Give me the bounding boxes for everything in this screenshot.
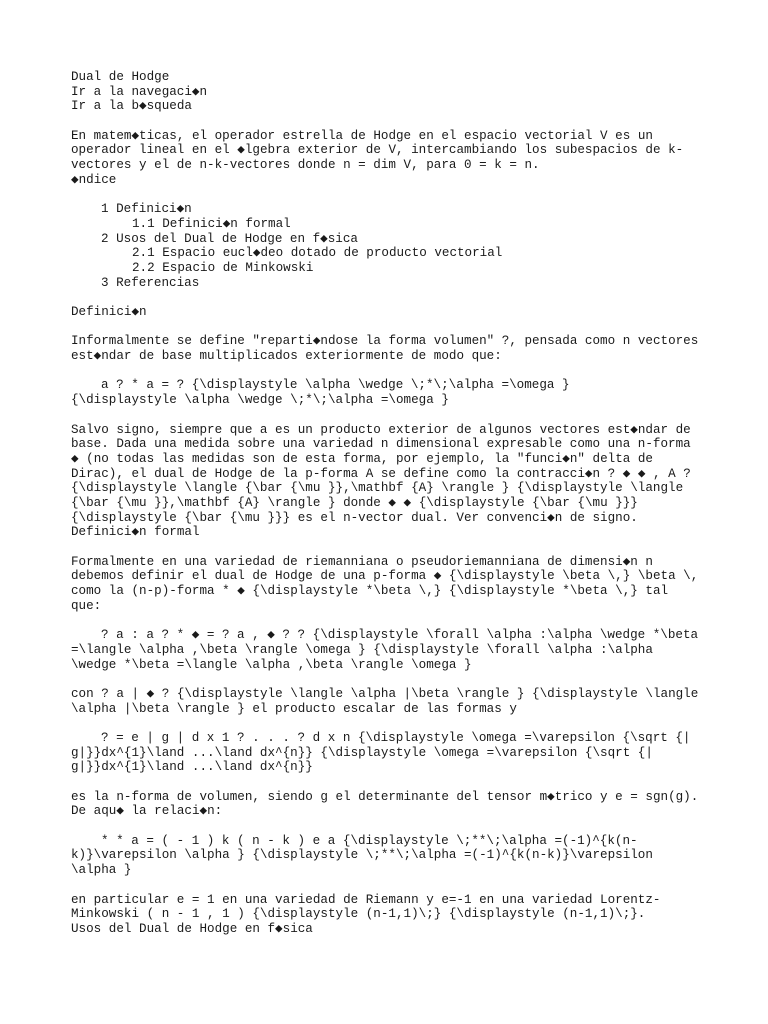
text-line: {\bar {\mu }},\mathbf {A} \rangle } donde ◆ ◆ {\displaystyle {\bar {\mu }}} [71, 495, 638, 510]
text-line: Definici◆n formal [71, 525, 200, 540]
blank-line [71, 878, 711, 893]
text-line: base. Dada una medida sobre una variedad n dimensional expresable como una n-forma [71, 437, 691, 452]
text-line: Dual de Hodge [71, 70, 170, 84]
blank-line [71, 364, 711, 379]
text-line: ? = e | g | d x 1 ? . . . ? d x n {\displaystyle \omega =\varepsilon {\sqrt {| [101, 730, 691, 745]
text-line: debemos definir el dual de Hodge de una p-forma ◆ {\displaystyle \beta \,} \beta \, [71, 569, 699, 584]
document-body [71, 70, 711, 937]
text-line: 3 Referencias [101, 275, 200, 290]
text-line: De aqu◆ la relaci◆n: [71, 804, 223, 819]
blank-line [71, 716, 711, 731]
text-line: * * a = ( - 1 ) k ( n - k ) e a {\displaystyle \;**\;\alpha =(-1)^{k(n- [101, 833, 638, 848]
blank-line [71, 320, 711, 335]
text-line: operador lineal en el ◆lgebra exterior de V, intercambiando los subespacios de k- [71, 143, 684, 158]
text-line: ◆ (no todas las medidas son de esta forma, por ejemplo, la "funci◆n" delta de [71, 451, 653, 466]
text-line: =\langle \alpha ,\beta \rangle \omega } {\displaystyle \forall \alpha :\alpha [71, 642, 653, 657]
text-line: que: [71, 598, 102, 613]
text-line: ◆ndice [71, 172, 117, 187]
text-line: vectores y el de n-k-vectores donde n = dim V, para 0 = k = n. [71, 158, 540, 173]
text-line: est◆ndar de base multiplicados exteriormente de modo que: [71, 349, 502, 364]
text-line: Definici◆n [71, 305, 147, 319]
text-line: Ir a la b◆squeda [71, 99, 192, 114]
text-line: Usos del Dual de Hodge en f◆sica [71, 921, 313, 936]
text-line: con ? a | ◆ ? {\displaystyle \langle \alpha |\beta \rangle } {\displaystyle \langle [71, 686, 699, 701]
text-line: Ir a la navegaci◆n [71, 84, 208, 99]
text-line: \alpha |\beta \rangle } el producto escalar de las formas y [71, 701, 517, 716]
blank-line [71, 290, 711, 305]
text-line: {\displaystyle \alpha \wedge \;*\;\alpha =\omega } [71, 393, 449, 408]
text-line: {\displaystyle {\bar {\mu }}} es el n-vector dual. Ver convenci◆n de signo. [71, 510, 638, 525]
text-line: como la (n-p)-forma * ◆ {\displaystyle *\beta \,} {\displaystyle *\beta \,} tal [71, 584, 669, 599]
blank-line [71, 188, 711, 203]
blank-line [71, 672, 711, 687]
text-line: {\displaystyle \langle {\bar {\mu }},\mathbf {A} \rangle } {\displaystyle \langle [71, 481, 684, 496]
blank-line [71, 408, 711, 423]
text-line: es la n-forma de volumen, siendo g el determinante del tensor m◆trico y e = sgn(g). [71, 789, 699, 804]
blank-line [71, 819, 711, 834]
text-line: g|}}dx^{1}\land ...\land dx^{n}} [71, 760, 313, 775]
blank-line [71, 775, 711, 790]
text-line: a ? * a = ? {\displaystyle \alpha \wedge \;*\;\alpha =\omega } [101, 378, 570, 393]
text-line: 2 Usos del Dual de Hodge en f◆sica [101, 231, 358, 246]
blank-line [71, 540, 711, 555]
text-line: 2.1 Espacio eucl◆deo dotado de producto vectorial [132, 246, 503, 261]
text-line: Informalmente se define "reparti◆ndose la forma volumen" ?, pensada como n vectores [71, 334, 699, 349]
text-line: g|}}dx^{1}\land ...\land dx^{n}} {\displaystyle \omega =\varepsilon {\sqrt {| [71, 745, 653, 760]
text-line: \wedge *\beta =\langle \alpha ,\beta \rangle \omega } [71, 657, 472, 672]
text-line: Salvo signo, siempre que a es un producto exterior de algunos vectores est◆ndar de [71, 422, 691, 437]
text-line: 1 Definici◆n [101, 202, 192, 217]
blank-line [71, 613, 711, 628]
text-line: Minkowski ( n - 1 , 1 ) {\displaystyle (n-1,1)\;} {\displaystyle (n-1,1)\;}. [71, 907, 646, 922]
text-line: Formalmente en una variedad de riemanniana o pseudoriemanniana de dimensi◆n n [71, 554, 653, 569]
text-line: ? a : a ? * ◆ = ? a , ◆ ? ? {\displaystyle \forall \alpha :\alpha \wedge *\beta [101, 628, 699, 643]
blank-line [71, 114, 711, 129]
text-line: en particular e = 1 en una variedad de Riemann y e=-1 en una variedad Lorentz- [71, 892, 661, 907]
text-line: Dirac), el dual de Hodge de la p-forma A se define como la contracci◆n ? ◆ ◆ , A ? [71, 466, 691, 481]
text-line: 1.1 Definici◆n formal [132, 216, 291, 231]
text-line: En matem◆ticas, el operador estrella de Hodge en el espacio vectorial V es un [71, 128, 653, 143]
text-line: 2.2 Espacio de Minkowski [132, 260, 314, 275]
text-line: k)}\varepsilon \alpha } {\displaystyle \;**\;\alpha =(-1)^{k(n-k)}\varepsilon [71, 848, 653, 863]
text-line: \alpha } [71, 863, 132, 878]
